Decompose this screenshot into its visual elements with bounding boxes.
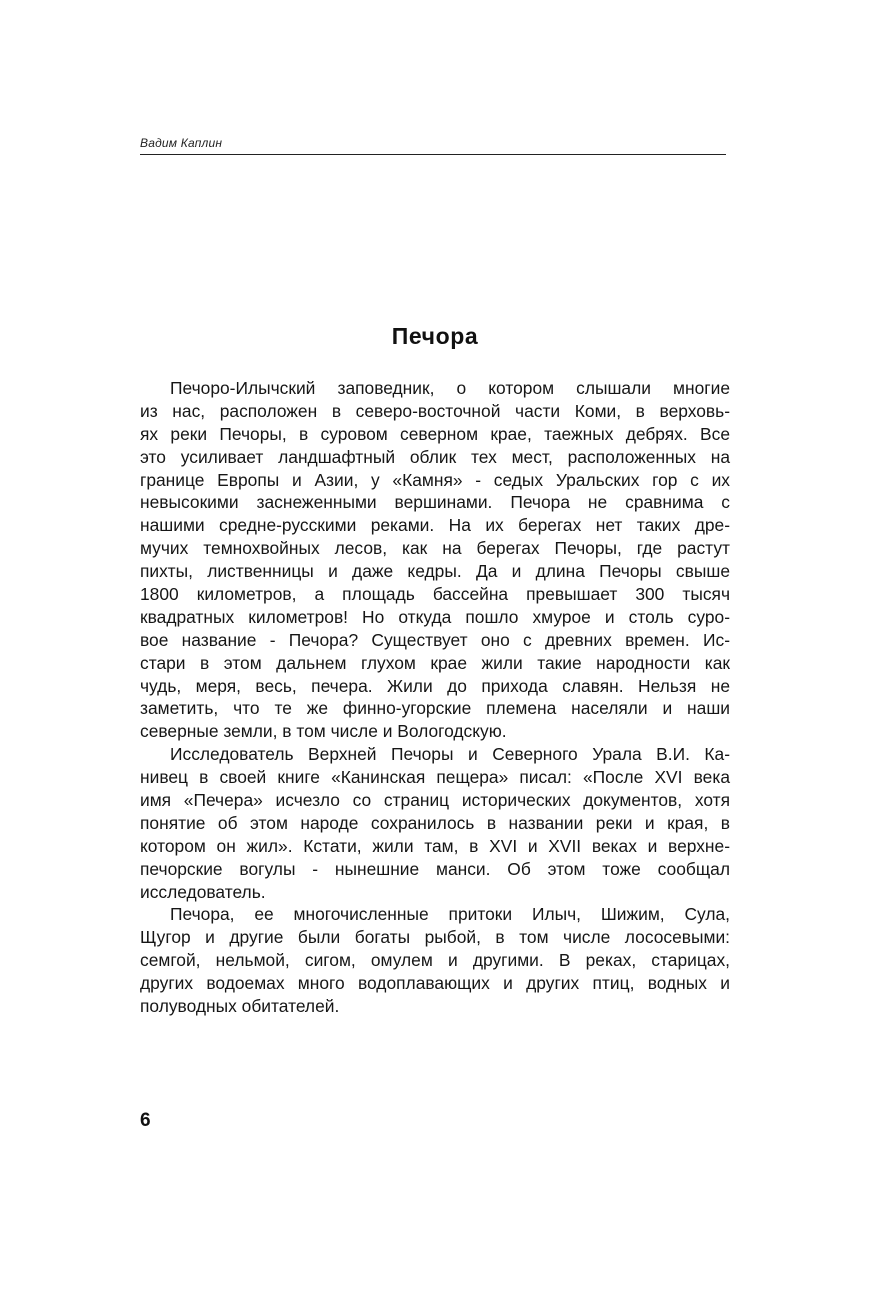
text-line: квадратных километров! Но откуда пошло хмурое и столь суро- [140,606,730,627]
page-number: 6 [140,1110,151,1131]
text-line: границе Европы и Азии, у «Камня» - седых Уральских гор с их [140,469,730,490]
text-line: ях реки Печоры, в суровом северном крае, таежных дебрях. Все [140,423,730,444]
running-head-author: Вадим Каплин [140,136,223,150]
text-line: северные земли, в том числе и Вологодскую. [140,721,507,742]
text-line: других водоемах много водоплавающих и других птиц, водных и [140,973,730,994]
text-line: вое название - Печора? Существует оно с древних времен. Ис- [140,629,730,650]
header-rule [140,154,726,155]
text-line: имя «Печера» исчезло со страниц исторических документов, хотя [140,790,730,811]
body-text [140,377,730,1018]
text-line: печорские вогулы - нынешние манси. Об этом тоже сообщал [140,858,730,879]
text-line: нашими средне-русскими реками. На их берегах нет таких дре- [140,515,730,536]
text-line: Щугор и другие были богаты рыбой, в том числе лососевыми: [140,927,730,948]
text-line: Печоро-Илычский заповедник, о котором слышали многие [170,378,730,398]
text-line: чудь, меря, весь, печера. Жили до прихода славян. Нельзя не [140,675,730,696]
text-line: нивец в своей книге «Канинская пещера» писал: «После XVI века [140,767,730,788]
text-line: Печора, ее многочисленные притоки Илыч, Шижим, Сула, [170,904,730,925]
text-line: из нас, расположен в северо-восточной части Коми, в верховь- [140,400,730,421]
text-line: мучих темнохвойных лесов, как на берегах Печоры, где растут [140,538,730,559]
text-line: полуводных обитателей. [140,996,340,1017]
text-line: стари в этом дальнем глухом крае жили такие народности как [140,652,730,673]
text-line: исследователь. [140,881,266,902]
text-line: заметить, что те же финно-угорские племена населяли и наши [140,698,730,719]
text-line: котором он жил». Кстати, жили там, в XVI и XVII веках и верхне- [140,835,730,856]
text-line: понятие об этом народе сохранилось в названии реки и края, в [140,812,730,833]
text-line: Исследователь Верхней Печоры и Северного Урала В.И. Ка- [170,744,730,765]
chapter-title: Печора [391,323,479,349]
text-line: семгой, нельмой, сигом, омулем и другими. В реках, старицах, [140,950,730,971]
text-line: это усиливает ландшафтный облик тех мест, расположенных на [140,446,730,467]
text-line: 1800 километров, а площадь бассейна превышает 300 тысяч [140,584,730,605]
text-line: пихты, лиственницы и даже кедры. Да и длина Печоры свыше [140,561,730,582]
text-line: невысокими заснеженными вершинами. Печора не сравнима с [140,492,730,513]
